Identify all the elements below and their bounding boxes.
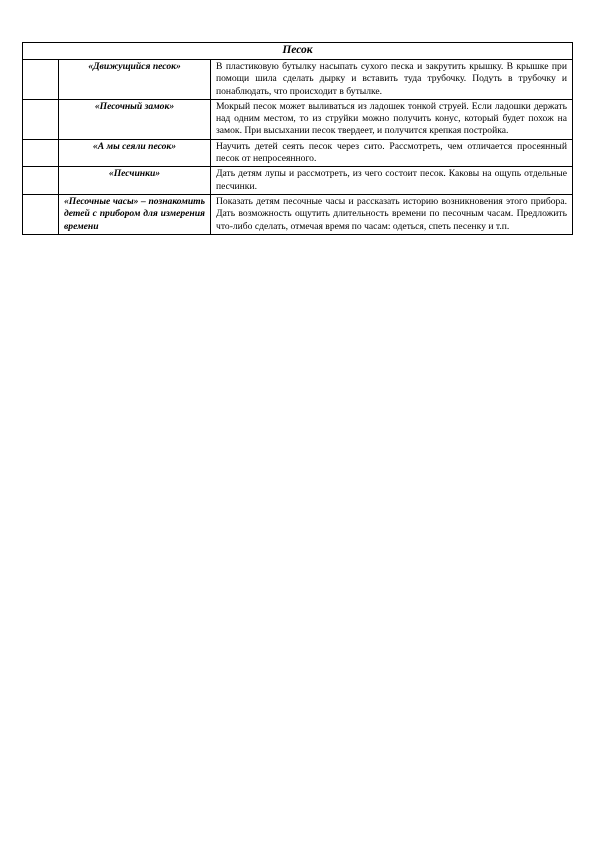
experiment-description: Дать детям лупы и рассмотреть, из чего состоит песок. Каковы на ощупь отдельные песчинки. [211, 167, 573, 195]
row-number-cell [23, 139, 59, 167]
experiment-name: «Песочный замок» [59, 99, 211, 139]
table-title: Песок [23, 43, 573, 60]
experiment-name: «Песочные часы» – познакомить детей с прибором для измерения времени [59, 194, 211, 234]
table-row [23, 99, 573, 139]
experiment-description: Показать детям песочные часы и рассказать историю возникновения этого прибора. Дать возможность ощутить длительность времени по песочным часам. Предложить что-либо сделать, отмечая время по часам: одеться, спеть песенку и т.п. [211, 194, 573, 234]
sand-experiments-table [22, 42, 573, 235]
row-number-cell [23, 167, 59, 195]
row-number-cell [23, 60, 59, 100]
experiment-description: Научить детей сеять песок через сито. Рассмотреть, чем отличается просеянный песок от непросеянного. [211, 139, 573, 167]
experiment-description: В пластиковую бутылку насыпать сухого песка и закрутить крышку. В крышке при помощи шила сделать дырку и вставить туда трубочку. Подуть в трубочку и понаблюдать, что происходит в бутылке. [211, 60, 573, 100]
experiment-description: Мокрый песок может выливаться из ладошек тонкой струей. Если ладошки держать над одним местом, то из струйки можно получить конус, который будет похож на замок. При высыхании песок твердеет, и получится крепкая постройка. [211, 99, 573, 139]
table-title-row [23, 43, 573, 60]
experiment-name: «Песчинки» [59, 167, 211, 195]
document-page [22, 42, 573, 235]
table-row [23, 167, 573, 195]
table-row [23, 139, 573, 167]
experiment-name: «Движущийся песок» [59, 60, 211, 100]
row-number-cell [23, 194, 59, 234]
experiment-name: «А мы сеяли песок» [59, 139, 211, 167]
table-row [23, 60, 573, 100]
row-number-cell [23, 99, 59, 139]
table-row [23, 194, 573, 234]
